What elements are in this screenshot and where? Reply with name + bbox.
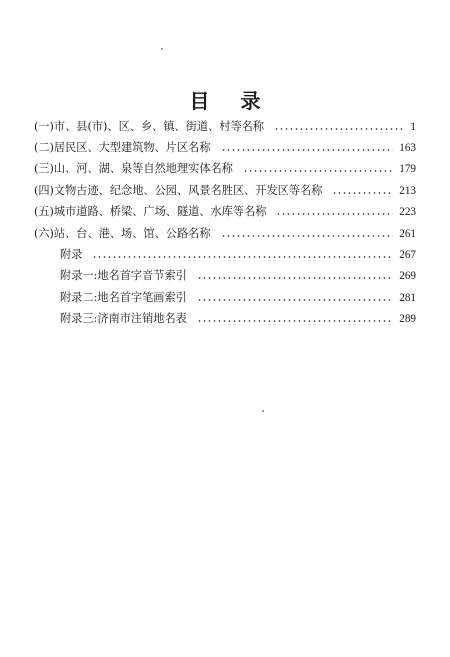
toc-entry-label: 附录 [60,248,83,262]
dot-leader [274,128,404,130]
toc-entry-label: (一)市、县(市)、区、乡、镇、街道、村等名称 [34,119,265,133]
toc-entry-page-number: 223 [399,206,416,219]
dot-leader [197,299,393,301]
scan-speck [262,410,264,412]
toc-entry-page-number: 179 [399,163,416,176]
toc-entry-appendix[interactable] [34,287,416,308]
toc-entry[interactable] [34,223,416,244]
toc-entry-page-number: 289 [399,313,416,326]
dot-leader [276,213,393,215]
toc-entry-page-number: 163 [399,142,416,155]
toc-entry-label: (三)山、河、湖、泉等自然地理实体名称 [34,162,233,176]
toc-entry-page-number: 261 [399,227,416,240]
toc-entry[interactable] [34,180,416,201]
toc-entry-page-number: 269 [399,270,416,283]
toc-entry[interactable] [34,137,416,158]
toc-entry-label: (五)城市道路、桥梁、广场、隧道、水库等名称 [34,205,267,219]
scan-speck [161,48,163,50]
toc-entry-label: (二)居民区、大型建筑物、片区名称 [34,141,211,155]
toc-entry-label: 附录一:地名首字音节索引 [60,269,187,283]
dot-leader [197,277,393,279]
toc-entry-label: 附录二:地名首字笔画索引 [60,290,187,304]
toc-entry-label: (四)文物古迹、纪念地、公园、风景名胜区、开发区等名称 [34,183,323,197]
table-of-contents [34,116,416,330]
toc-entry[interactable] [34,202,416,223]
toc-entry-appendix[interactable] [34,244,416,265]
toc-entry[interactable] [34,116,416,137]
dot-leader [197,320,393,322]
dot-leader [221,149,394,151]
toc-entry-label: (六)站、台、港、场、馆、公路名称 [34,226,211,240]
toc-entry-page-number: 281 [399,291,416,304]
toc-entry-appendix[interactable] [34,309,416,330]
dot-leader [92,256,393,258]
dot-leader [221,235,394,237]
toc-entry[interactable] [34,159,416,180]
toc-entry-page-number: 267 [399,249,416,262]
dot-leader [243,170,393,172]
toc-entry-appendix[interactable] [34,266,416,287]
toc-entry-label: 附录三:济南市注销地名表 [60,312,187,326]
page-title: 目 录 [189,89,273,114]
dot-leader [332,192,393,194]
toc-entry-page-number: 213 [399,184,416,197]
toc-entry-page-number: 1 [410,120,416,133]
